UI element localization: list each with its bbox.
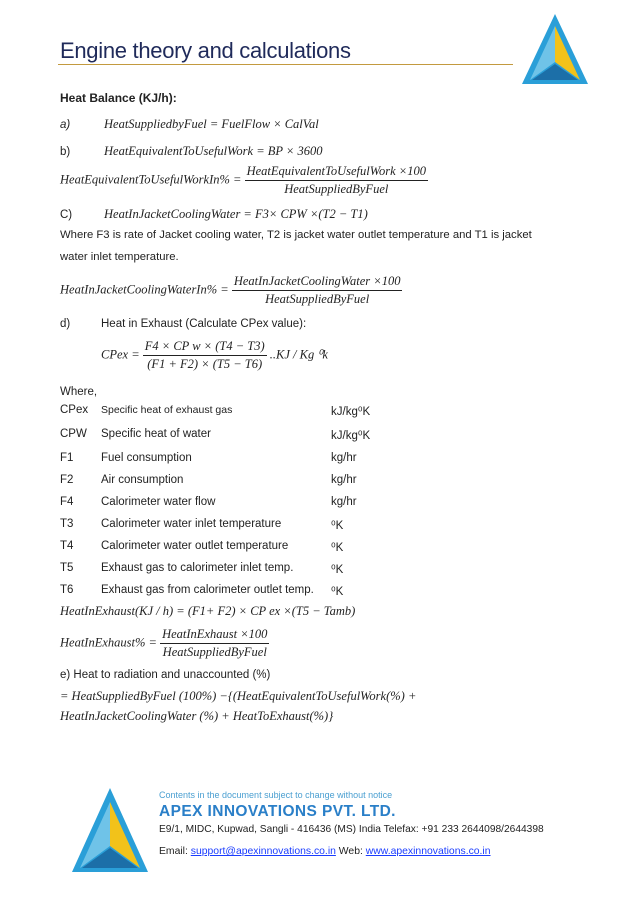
jacket-note-line-1: Where F3 is rate of Jacket cooling water, T2 is jacket water outlet temperature and T1 is jacket	[60, 229, 532, 241]
symbol-cell: T3	[60, 518, 74, 530]
unit-cell: kg/hr	[331, 474, 357, 486]
fraction	[160, 627, 269, 660]
fraction-denominator: HeatSuppliedByFuel	[162, 645, 267, 659]
item-b-label: b)	[60, 146, 71, 158]
equation-lhs: HeatInJacketCoolingWaterIn% =	[60, 282, 229, 297]
symbol-cell: T6	[60, 584, 74, 596]
section-heading: Heat Balance (KJ/h):	[60, 91, 177, 105]
apex-logo-icon	[70, 786, 150, 878]
jacket-note-line-2: water inlet temperature.	[60, 251, 179, 263]
item-e-label: e) Heat to radiation and unaccounted (%)	[60, 669, 271, 681]
equation-lhs: CPex =	[101, 347, 140, 362]
company-name: APEX INNOVATIONS PVT. LTD.	[159, 803, 396, 820]
symbol-cell: T4	[60, 540, 74, 552]
fraction-denominator: (F1 + F2) × (T5 − T6)	[147, 357, 263, 371]
description-cell: Exhaust gas to calorimeter inlet temp.	[101, 562, 294, 574]
equation-exhaust-percent	[60, 627, 269, 660]
equation-jacket-percent	[60, 248, 66, 263]
unit-cell: ⁰K	[331, 520, 344, 532]
symbol-cell: T5	[60, 562, 74, 574]
description-cell: Specific heat of exhaust gas	[101, 404, 233, 416]
email-label: Email:	[159, 846, 188, 857]
equation-radiation-line-1: = HeatSuppliedByFuel (100%) −{(HeatEquivalentToUsefulWork(%) +	[60, 689, 417, 703]
fraction-denominator: HeatSuppliedByFuel	[265, 292, 370, 306]
fraction-numerator: HeatEquivalentToUsefulWork ×100	[245, 164, 428, 181]
equation-useful-work: HeatEquivalentToUsefulWork = BP × 3600	[104, 144, 323, 158]
symbol-cell: F2	[60, 474, 74, 486]
fraction-denominator: HeatSuppliedByFuel	[284, 182, 389, 196]
unit-cell: ⁰K	[331, 542, 344, 554]
description-cell: Fuel consumption	[101, 452, 192, 464]
description-cell: Exhaust gas from calorimeter outlet temp.	[101, 584, 314, 596]
equation-lhs: HeatEquivalentToUsefulWorkIn% =	[60, 172, 242, 187]
fraction	[143, 339, 267, 372]
equation-cpex	[101, 339, 328, 372]
fraction-numerator: F4 × CP w × (T4 − T3)	[143, 339, 267, 356]
equation-lhs: HeatInExhaust% =	[60, 635, 157, 650]
website-link[interactable]: www.apexinnovations.co.in	[365, 846, 491, 857]
footer-notice: Contents in the document subject to change without notice	[159, 790, 393, 800]
symbol-cell: F4	[60, 496, 74, 508]
company-address: E9/1, MIDC, Kupwad, Sangli - 416436 (MS) India Telefax: +91 233 2644098/2644398	[159, 824, 544, 835]
equation-jacket-percent-row	[60, 274, 402, 307]
fraction-numerator: HeatInJacketCoolingWater ×100	[232, 274, 403, 291]
equation-jacket-cooling: HeatInJacketCoolingWater = F3× CPW ×(T2 − T1)	[104, 207, 368, 221]
description-cell: Air consumption	[101, 474, 184, 486]
unit-cell: kg/hr	[331, 496, 357, 508]
footer-contact	[159, 846, 491, 857]
unit-cell: kJ/kg⁰K	[331, 430, 371, 442]
item-d-text: Heat in Exhaust (Calculate CPex value):	[101, 318, 307, 330]
item-a-label: a)	[60, 119, 71, 131]
fraction-numerator: HeatInExhaust ×100	[160, 627, 269, 644]
item-c-label: C)	[60, 209, 73, 221]
fraction	[232, 274, 403, 307]
apex-logo-icon	[520, 12, 590, 92]
description-cell: Calorimeter water flow	[101, 496, 216, 508]
item-d-label: d)	[60, 318, 71, 330]
unit-cell: kJ/kg⁰K	[331, 406, 371, 418]
equation-useful-work-percent	[60, 164, 428, 197]
email-link[interactable]: support@apexinnovations.co.in	[190, 846, 336, 857]
symbol-cell: CPex	[60, 404, 89, 416]
where-label: Where,	[60, 386, 98, 398]
symbol-cell: CPW	[60, 428, 87, 440]
header-rule	[58, 64, 513, 65]
equation-radiation-line-2: HeatInJacketCoolingWater (%) + HeatToExhaust(%)}	[60, 709, 334, 723]
web-label: Web:	[338, 846, 363, 857]
equation-heat-in-exhaust: HeatInExhaust(KJ / h) = (F1+ F2) × CP ex ×(T5 − Tamb)	[60, 604, 356, 618]
page-title: Engine theory and calculations	[60, 38, 351, 63]
description-cell: Calorimeter water inlet temperature	[101, 518, 282, 530]
unit-cell: kg/hr	[331, 452, 357, 464]
unit-cell: ⁰K	[331, 586, 344, 598]
equation-heat-supplied: HeatSuppliedbyFuel = FuelFlow × CalVal	[104, 117, 319, 131]
description-cell: Specific heat of water	[101, 428, 211, 440]
fraction	[245, 164, 428, 197]
symbol-cell: F1	[60, 452, 74, 464]
description-cell: Calorimeter water outlet temperature	[101, 540, 289, 552]
unit-cell: ⁰K	[331, 564, 344, 576]
equation-unit: ..KJ / Kg ⁰k	[269, 347, 328, 362]
